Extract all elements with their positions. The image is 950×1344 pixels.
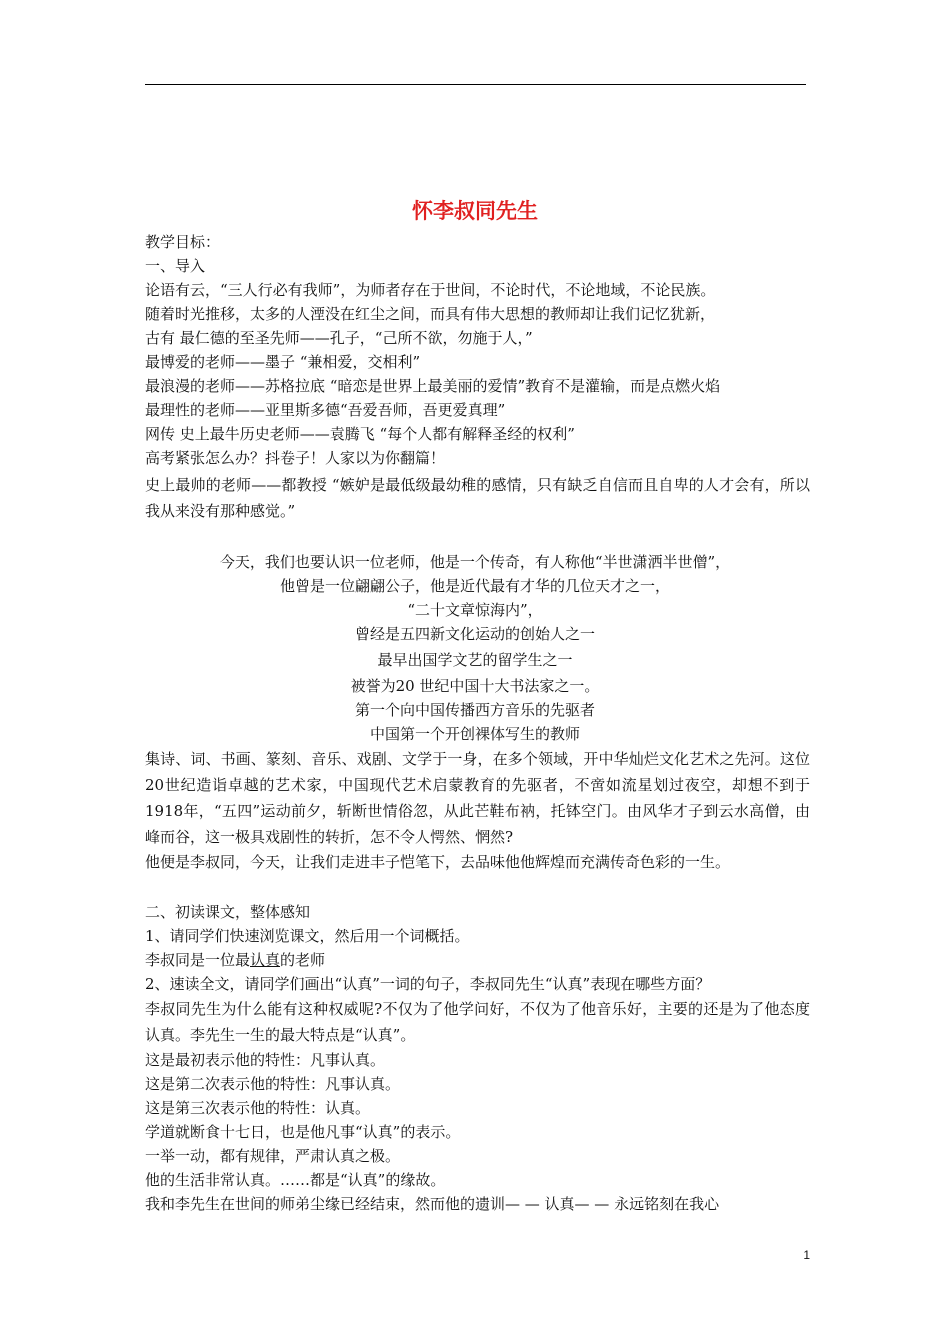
trait-line: 这是第三次表示他的特性：认真。 bbox=[145, 1099, 371, 1117]
trait-line: 我和李先生在世间的师弟尘缘已经结束，然而他的遗训— — 认真— — 永远铭刻在我心 bbox=[145, 1195, 720, 1213]
centered-line: 曾经是五四新文化运动的创始人之一 bbox=[354, 625, 595, 643]
intro-line: 最理性的老师——亚里斯多德“吾爱吾师，吾更爱真理” bbox=[145, 401, 506, 419]
intro-line: 随着时光推移，太多的人湮没在红尘之间，而具有伟大思想的教师却让我们记忆犹新， bbox=[145, 305, 716, 323]
section-heading-intro: 一、导入 bbox=[145, 257, 206, 275]
trait-line: 一举一动，都有规律，严肃认真之极。 bbox=[145, 1147, 401, 1165]
page-title: 怀李叔同先生 bbox=[412, 199, 538, 223]
centered-line: “二十文章惊海内”， bbox=[407, 601, 543, 619]
header-rule bbox=[145, 84, 806, 85]
trait-line: 这是第二次表示他的特性：凡事认真。 bbox=[145, 1075, 401, 1093]
intro-line: 网传 史上最牛历史老师——袁腾飞 “每个人都有解释圣经的权利” bbox=[145, 425, 575, 443]
answer-1-prefix: 李叔同是一位最 bbox=[145, 951, 251, 969]
trait-line: 学道就断食十七日，也是他凡事“认真”的表示。 bbox=[145, 1123, 461, 1141]
answer-2-paragraph: 李叔同先生为什么能有这种权威呢?不仅为了他学问好，不仅为了他音乐好，主要的还是为了他态度认真。李先生一生的最大特点是“认真”。 bbox=[145, 1000, 810, 1044]
intro-line: 高考紧张怎么办？抖卷子！人家以为你翻篇！ bbox=[145, 449, 446, 467]
intro-line: 最博爱的老师——墨子 “兼相爱，交相利” bbox=[145, 353, 421, 371]
teaching-goals-label: 教学目标： bbox=[145, 233, 221, 251]
biography-paragraph: 集诗、词、书画、篆刻、音乐、戏剧、文学于一身，在多个领域，开中华灿烂文化艺术之先河。这位20世纪造诣卓越的艺术家，中国现代艺术启蒙教育的先驱者，不啻如流星划过夜空，却想不到于1918年，“五四”运动前夕，斩断世情俗忽，从此芒鞋布衲，托钵空门。由风华才子到云水高僧，由峰而谷，这一极具戏剧性的转折，怎不令人愕然、惘然? bbox=[145, 750, 810, 846]
intro-line: 最浪漫的老师——苏格拉底 “暗恋是世界上最美丽的爱情”教育不是灌输，而是点燃火焰 bbox=[145, 377, 721, 395]
intro-paragraph: 史上最帅的老师——都教授 “嫉妒是最低级最幼稚的感情，只有缺乏自信而且自卑的人才会有，所以我从来没有那种感觉。” bbox=[145, 476, 810, 520]
answer-1 bbox=[145, 948, 810, 972]
centered-line: 中国第一个开创裸体写生的教师 bbox=[369, 725, 580, 743]
centered-line: 第一个向中国传播西方音乐的先驱者 bbox=[354, 701, 595, 719]
answer-1-suffix: 的老师 bbox=[280, 951, 326, 969]
centered-line: 他曾是一位翩翩公子，他是近代最有才华的几位天才之一， bbox=[279, 577, 670, 595]
page-number: 1 bbox=[803, 1248, 810, 1262]
question-2: 2、速读全文，请同学们画出“认真”一词的句子，李叔同先生“认真”表现在哪些方面？ bbox=[145, 975, 711, 993]
intro-line: 古有 最仁德的至圣先师——孔子，“己所不欲，勿施于人，” bbox=[145, 329, 533, 347]
trait-line: 他的生活非常认真。……都是“认真”的缘故。 bbox=[145, 1171, 446, 1189]
trait-line: 这是最初表示他的特性：凡事认真。 bbox=[145, 1051, 386, 1069]
centered-line: 今天，我们也要认识一位老师，他是一个传奇，有人称他“半世潇洒半世僧”， bbox=[219, 553, 731, 571]
question-1: 1、请同学们快速浏览课文，然后用一个词概括。 bbox=[145, 927, 470, 945]
centered-line: 被誉为20 世纪中国十大书法家之一。 bbox=[350, 677, 600, 695]
intro-line: 论语有云，“三人行必有我师”，为师者存在于世间，不论时代，不论地域，不论民族。 bbox=[145, 281, 716, 299]
centered-line: 最早出国学文艺的留学生之一 bbox=[377, 651, 573, 669]
section-heading-first-read: 二、初读课文，整体感知 bbox=[145, 903, 311, 921]
answer-1-keyword: 认真 bbox=[250, 951, 281, 969]
biography-closing: 他便是李叔同，今天，让我们走进丰子恺笔下，去品味他他辉煌而充满传奇色彩的一生。 bbox=[145, 853, 731, 871]
